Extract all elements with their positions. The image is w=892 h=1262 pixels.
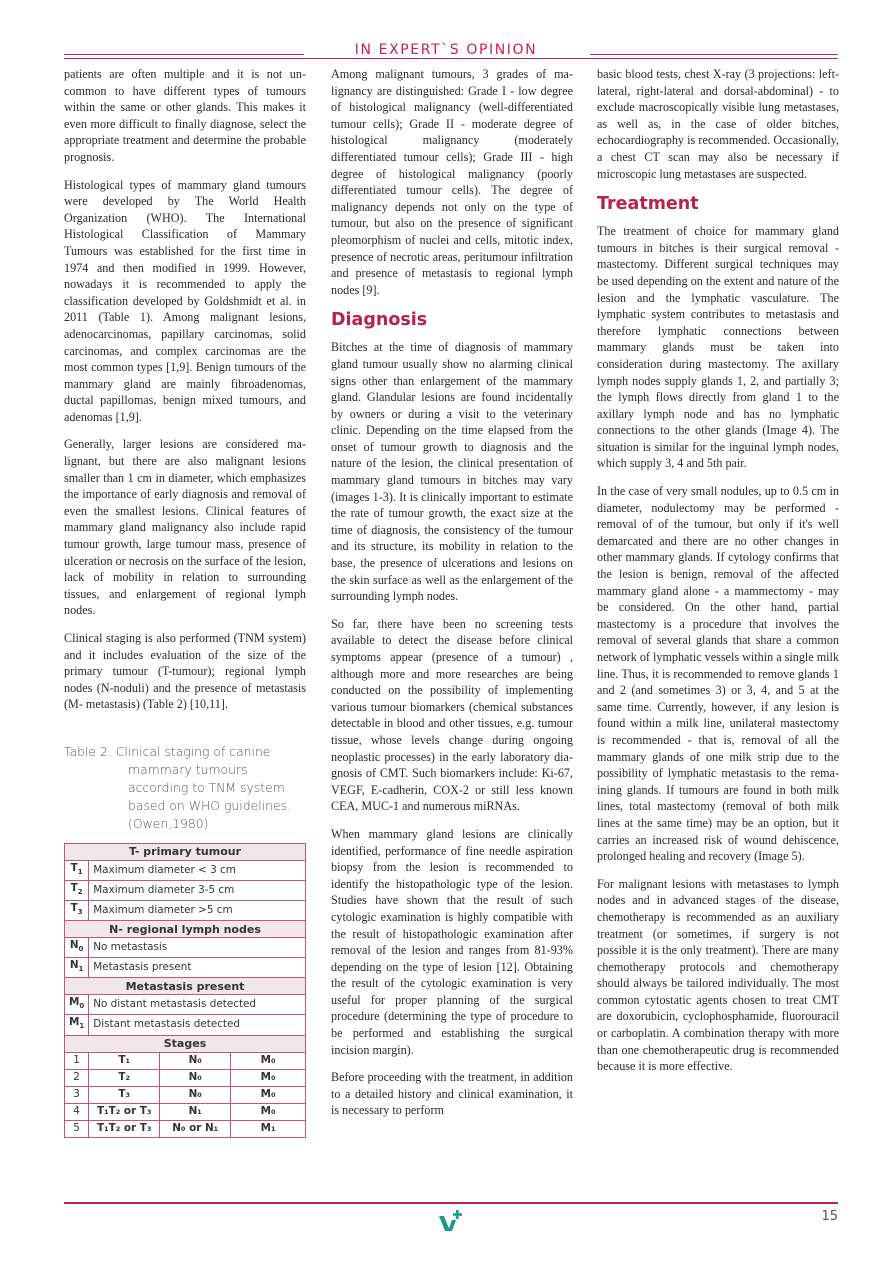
paragraph: Generally, larger lesions are considered malignant, but there are also malignant lesions smaller than 1 cm in diameter, which emphasizes the importance of early diagnosis and removal of even the smallest lesions. Clinical features of mammary gland malignancy also include rapid tumour growth, large tumour mass, presence of ulceration or necrosis on the surface of the lesion, lack of mobility in relation to surrounding tissues, and enlargement of regional lymph nodes.: [64, 437, 306, 618]
row-description: Distant metastasis detected: [89, 1015, 306, 1035]
stage-t: T₂: [89, 1069, 160, 1086]
stage-m: M₀: [231, 1052, 306, 1069]
stage-number: 3: [65, 1086, 89, 1103]
stage-n: N₀: [160, 1086, 231, 1103]
caption-line: according to TNM system: [128, 779, 285, 795]
row-symbol: $N_0$: [65, 938, 89, 958]
stage-m: M₁: [231, 1120, 306, 1137]
paragraph: Among malignant tumours, 3 grades of malignancy are distinguished: Grade I - low degree of histological malignancy (well-differentiated tumour cells); Grade II - moderate degree of histological malignancy (moderately differentiated tumour cells); Grade III - high degree of histological malignancy (poorly differentiated tumour cells). The degree of malignancy depends not only on the type of tumour, but also on the presence of significant pleomorphism of nuclei and cells, mitotic index, presence of necrotic areas, peritumour infiltration and presence of metastasis to regional lymph nodes [9].: [331, 67, 573, 297]
table-row: [65, 938, 306, 958]
stage-t: T₃: [89, 1086, 160, 1103]
stage-t: T₁T₂ or T₃: [89, 1103, 160, 1120]
column-2: [331, 66, 573, 1130]
stage-row: [65, 1120, 306, 1137]
row-symbol: $M_1$: [65, 1015, 89, 1035]
row-description: No metastasis: [89, 938, 306, 958]
table-section-header: T- primary tumour: [65, 843, 306, 860]
heading-diagnosis: Diagnosis: [331, 310, 428, 331]
table-row: [65, 1015, 306, 1035]
paragraph: In the case of very small nodules, up to 0.5 cm in diameter, nodulectomy may be performed - removal of of the tumour, but only if it's well demarcated and there are no other changes in other mammary glands. If cytology confirms that the lesion is benign, removal of the affected mammary gland alone - a mammectomy - may be considered. On the other hand, partial mastectomy is a procedure that involves the removal of several glands that share a common network of lymphatic vessels within a single milk line. Thus, it is recommended to remove glands 1 and 2 (and sometimes 3) or 3, 4, and 5 at the same time. Currently, however, if any lesion is found within a milk line, unilateral mastectomy is recommended - that is, removal of all the mammary glands of one milk strip due to the possibility of lymphatic metastasis to the remaining glands. If tumours are found in both milk lines, total mastectomy (removal of both milk lines at the same time) may be an option, but it carries an increased risk of wound dehiscence, prolonged healing and recovery (Image 5).: [597, 484, 839, 864]
stage-n: N₀ or N₁: [160, 1120, 231, 1137]
paragraph: When mammary gland lesions are clinically identified, performance of fine needle aspiration biopsy from the lesion is recommended to identify the histopathologic type of the lesion. Studies have shown that the result of such cytologic examination is highly compatible with the result of histopathologic examination after removal of the lesion and ranges from 81-93% depending on the type of lesion [12]. Obtaining the result of the cytologic examination is very useful for proper planning of the surgical procedure (determining the type of procedure to be performed and establishing the surgical incision margin).: [331, 826, 573, 1057]
table-section-header: N- regional lymph nodes: [65, 921, 306, 938]
stage-t: T₁T₂ or T₃: [89, 1120, 160, 1137]
row-description: Maximum diameter < 3 cm: [89, 860, 306, 880]
caption-lead: Table 2. Clinical staging of canine: [64, 743, 271, 759]
row-symbol: $T_2$: [65, 881, 89, 901]
paragraph: The treatment of choice for mammary gland tumours in bitches is their surgical removal - mastectomy. Different surgical techniques may be used depending on the extent and nature of the lesion and the lymphatic vasculature. The lymphatic system contributes to metastasis and therefore lymphatic connections between mammary glands must be taken into consideration during mastectomy. The axillary lymph nodes supply glands 1, 2, and partially 3; the lymph flows directly from gland 1 to the axillary lymph node and has no lymphatic connections to the other glands (Image 4). The situation is similar for the inguinal lymph nodes, which supply 3, 4 and 5th pair.: [597, 224, 839, 471]
table-row: [65, 901, 306, 921]
paragraph: Before proceeding with the treatment, in addition to a detailed history and clinical examination, it is necessary to perform: [331, 1070, 573, 1118]
stage-m: M₀: [231, 1086, 306, 1103]
row-symbol: $N_1$: [65, 958, 89, 978]
column-3: [597, 66, 839, 1086]
table-caption: [64, 743, 306, 833]
page-number: 15: [821, 1209, 838, 1224]
stage-number: 4: [65, 1103, 89, 1120]
paragraph: basic blood tests, chest X-ray (3 projections: left-lateral, right-lateral and dorsal-abdominal) - to exclude macroscopically visible lung metastases, as well as, in the case of older bitches, echocardiography is recommended. Occasionally, a chest CT scan may also be necessary if microscopic lung metastases are suspected.: [597, 67, 839, 181]
paragraph: For malignant lesions with metastases to lymph nodes and in advanced stages of the disease, chemotherapy is recommended as an auxiliary treatment (or sometimes, if surgery is not possible it is the only treatment). There are many chemotherapy protocols and chemotherapy should always be tailored individually. The most common cytostatic agents chosen to treat CMT are doxorubicin, cyclophosphamide, fluorouracil or carboplatin. A combination therapy with more than one chemotherapeutic drug is recommended because it is more effective.: [597, 876, 839, 1074]
table-row: [65, 995, 306, 1015]
stage-n: N₀: [160, 1069, 231, 1086]
row-symbol: $M_0$: [65, 995, 89, 1015]
caption-line: (Owen,1980): [128, 815, 209, 831]
row-symbol: $T_3$: [65, 901, 89, 921]
v-plus-logo-icon: [437, 1208, 465, 1232]
paragraph: Bitches at the time of diagnosis of mammary gland tumour usually show no alarming clinical signs other than enlargement of the mammary gland. Glandular lesions are found incidentally by owners or during a visit to the veterinary clinic. Depending on the time elapsed from the onset of tumour growth to diagnosis and the nature of the lesion, the clinical presentation of mammary gland tumours in bitches may vary (images 1-3). It is clinically important to estimate the rate of tumour growth, the exact size at the time of diagnosis, the consistency of the tumour and its structure, its mobility in relation to the base, the presence of ulcerations and lesions on the skin surface as well as the enlargement of the surrounding lymph nodes.: [331, 340, 573, 604]
stage-n: N₀: [160, 1052, 231, 1069]
stage-number: 1: [65, 1052, 89, 1069]
section-title: IN EXPERT`S OPINION: [354, 42, 538, 58]
stage-row: [65, 1052, 306, 1069]
footer-rule: [64, 1202, 838, 1204]
stage-row: [65, 1069, 306, 1086]
paragraph: Clinical staging is also performed (TNM system) and it includes evaluation of the size of the primary tumour (T-tumour); regional lymph nodes (N-noduli) and the presence of metastasis (M- metastasis) (Table 2) [10,11].: [64, 631, 306, 712]
row-description: No distant metastasis detected: [89, 995, 306, 1015]
table-section-header: Stages: [65, 1035, 306, 1052]
stage-row: [65, 1086, 306, 1103]
row-description: Maximum diameter 3-5 cm: [89, 881, 306, 901]
caption-line: mammary tumours: [128, 761, 248, 777]
stage-number: 2: [65, 1069, 89, 1086]
stage-m: M₀: [231, 1069, 306, 1086]
stage-number: 5: [65, 1120, 89, 1137]
tnm-staging-table: [64, 843, 306, 1138]
row-symbol: $T_1$: [65, 860, 89, 880]
stage-row: [65, 1103, 306, 1120]
paragraph: Histological types of mammary gland tumours were developed by The World Health Organization (WHO). The International Histological Classification of Mammary Tumours was established for the first time in 1974 and then modified in 1999. However, nowadays it is recommended to apply the classification developed by Goldshmidt et al. in 2011 (Table 1). Among malignant lesions, adenocarcinomas, papillary carcinomas, solid carcinomas, and complex carcinomas are the most common types [1,9]. Benign tumours of the mammary gland are mainly fibroadenomas, ductal papillomas, benign mixed tumours, and adenomas [1,9].: [64, 177, 306, 424]
stage-n: N₁: [160, 1103, 231, 1120]
heading-treatment: Treatment: [597, 194, 699, 215]
table-row: [65, 958, 306, 978]
column-1: [64, 66, 306, 1138]
paragraph: patients are often multiple and it is not uncommon to have different types of tumours within the same or other glands. This makes it even more difficult to finally diagnose, select the appropriate treatment and determine the probable prognosis.: [64, 67, 306, 164]
table-row: [65, 881, 306, 901]
paragraph: So far, there have been no screening tests available to detect the disease before clinical symptoms appear (presence of a tumour) , although more and more researches are being conducted on the possibility of implementing various tumour biomarkers (chemical substances detectable in blood and other tissues, e.g. tumour tissue, whose levels change during ongoing neoplastic processes) in the early laboratory diagnosis of CMT. Such biomarkers include: Ki-67, VEGF, E-cadherin, COX-2 or still less known CEA, MUC-1 and numerous miRNAs.: [331, 616, 573, 814]
stage-t: T₁: [89, 1052, 160, 1069]
caption-line: based on WHO guidelines.: [128, 797, 291, 813]
stage-m: M₀: [231, 1103, 306, 1120]
row-description: Maximum diameter >5 cm: [89, 901, 306, 921]
table-section-header: Metastasis present: [65, 978, 306, 995]
table-row: [65, 860, 306, 880]
row-description: Metastasis present: [89, 958, 306, 978]
